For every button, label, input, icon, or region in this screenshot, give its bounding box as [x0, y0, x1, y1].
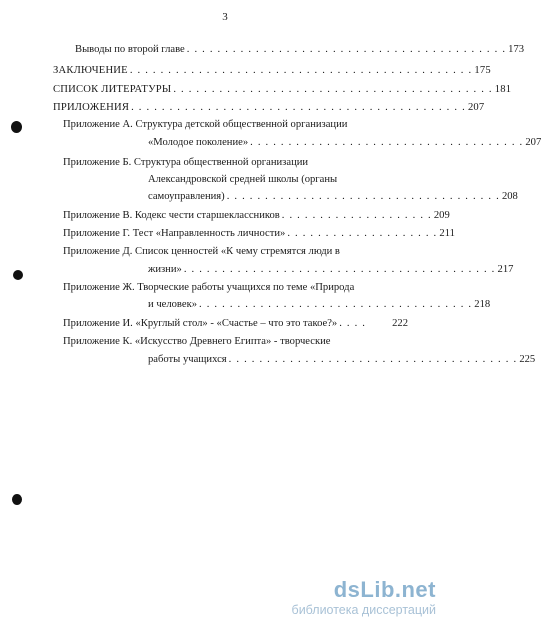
toc-entry-title: ЗАКЛЮЧЕНИЕ — [53, 65, 128, 76]
watermark-subtitle: библиотека диссертаций — [291, 603, 436, 617]
toc-entry-title: Приложение Б. Структура общественной организации — [63, 157, 309, 168]
toc-leader-dots: . . . . . . . . . . . . . . . . . . . . . . . . . . . . . . . . . . . . — [199, 299, 473, 310]
scan-hole-mark — [11, 121, 22, 133]
toc-leader-dots: . . . . . . . . . . . . . . . . . . . . . . . . . . . . . . . . . . . . . . . . . . — [186, 44, 507, 55]
toc-entry-appendix-b-line2 — [148, 173, 402, 186]
watermark-logo: dsLib.net — [333, 577, 436, 602]
toc-entry-title: Приложение Г. Тест «Направленность личности» — [63, 228, 286, 239]
toc-leader-dots: . . . . . . . . . . . . . . . . . . . . . . . . . . . . . . . . . . . . . . . . . . . . . — [129, 65, 473, 76]
toc-entry-page: 208 — [501, 191, 518, 202]
toc-entry-appendix-a-line1 — [63, 118, 403, 131]
toc-entry-title: Приложение А. Структура детской общественной организации — [63, 119, 348, 130]
toc-leader-dots: . . . . . . . . . . . . . . . . . . . . . . . . . . . . . . . . . . . . — [250, 137, 524, 148]
toc-entry-appendix-d-line1 — [63, 245, 403, 258]
toc-leader-dots: . . . . . . . . . . . . . . . . . . . . — [287, 228, 438, 239]
scan-hole-mark — [12, 494, 22, 505]
toc-entry-page: 225 — [519, 354, 536, 365]
scan-hole-mark — [13, 270, 23, 280]
toc-entry-appendix-zh-line1 — [63, 281, 403, 294]
toc-entry-appendix-k[interactable] — [148, 353, 536, 366]
toc-entry-page: 207 — [525, 137, 541, 148]
toc-entry-conclusion[interactable] — [53, 64, 491, 77]
toc-leader-dots: . . . . . . . . . . . . . . . . . . . . . . . . . . . . . . . . . . . . . . . . . . — [173, 84, 493, 95]
toc-entry-title: Приложение Ж. Творческие работы учащихся по теме «Природа — [63, 282, 355, 293]
toc-entry-page: 181 — [494, 84, 512, 95]
page-number: 3 — [222, 11, 228, 23]
toc-leader-dots: . . . . . . . . . . . . . . . . . . . . — [281, 210, 432, 221]
toc-entry-title: работы учащихся — [148, 354, 227, 365]
toc-entry-title: жизни» — [148, 264, 182, 275]
toc-entry-appendix-d[interactable] — [148, 263, 514, 276]
toc-entry-title: Приложение В. Кодекс чести старшеклассников — [63, 210, 280, 221]
toc-entry-page: 218 — [474, 299, 491, 310]
toc-entry-page: 207 — [467, 102, 485, 113]
toc-entry-appendix-b[interactable] — [148, 190, 518, 203]
toc-entry-appendix-b-line1 — [63, 156, 403, 169]
toc-entry-title: самоуправления) — [148, 191, 225, 202]
toc-entry-title: и человек» — [148, 299, 198, 310]
toc-entry-title: Приложение Д. Список ценностей «К чему стремятся люди в — [63, 246, 340, 257]
toc-entry-page: 217 — [497, 264, 514, 275]
toc-entry-title: СПИСОК ЛИТЕРАТУРЫ — [53, 84, 172, 95]
toc-entry-appendices[interactable] — [53, 101, 485, 114]
toc-entry-appendix-v[interactable] — [63, 209, 450, 222]
toc-entry-appendix-a[interactable] — [148, 136, 541, 149]
toc-entry-title: ПРИЛОЖЕНИЯ — [53, 102, 130, 113]
toc-entry-title: Приложение И. «Круглый стол» - «Счастье – что это такое?» — [63, 318, 338, 329]
toc-leader-dots: . . . . . . . . . . . . . . . . . . . . . . . . . . . . . . . . . . . . . . — [228, 354, 518, 365]
toc-entry-title: Приложение К. «Искусство Древнего Египта» - творческие — [63, 336, 331, 347]
toc-entry-appendix-i[interactable] — [63, 317, 408, 330]
toc-entry-appendix-k-line1 — [63, 335, 403, 348]
toc-entry-page: 209 — [433, 210, 450, 221]
toc-entry-bibliography[interactable] — [53, 83, 512, 96]
toc-entry-page: 211 — [439, 228, 455, 239]
toc-entry-appendix-g[interactable] — [63, 227, 455, 240]
toc-entry-title: «Молодое поколение» — [148, 137, 249, 148]
watermark — [292, 579, 436, 617]
toc-entry-page: 173 — [508, 44, 525, 55]
toc-entry-page: 175 — [474, 65, 491, 76]
toc-entry-appendix-zh[interactable] — [148, 298, 491, 311]
toc-entry-title: Выводы по второй главе — [75, 44, 185, 55]
toc-leader-dots: . . . . — [339, 318, 367, 329]
toc-entry-conclusions-ch2[interactable] — [75, 43, 525, 56]
toc-leader-dots: . . . . . . . . . . . . . . . . . . . . . . . . . . . . . . . . . . . . . . . . . — [183, 264, 496, 275]
toc-entry-page: 222 — [392, 318, 408, 329]
toc-entry-title: Александровской средней школы (органы — [148, 174, 338, 185]
toc-leader-dots: . . . . . . . . . . . . . . . . . . . . . . . . . . . . . . . . . . . . — [226, 191, 500, 202]
toc-leader-dots: . . . . . . . . . . . . . . . . . . . . . . . . . . . . . . . . . . . . . . . . . . . . — [131, 102, 466, 113]
